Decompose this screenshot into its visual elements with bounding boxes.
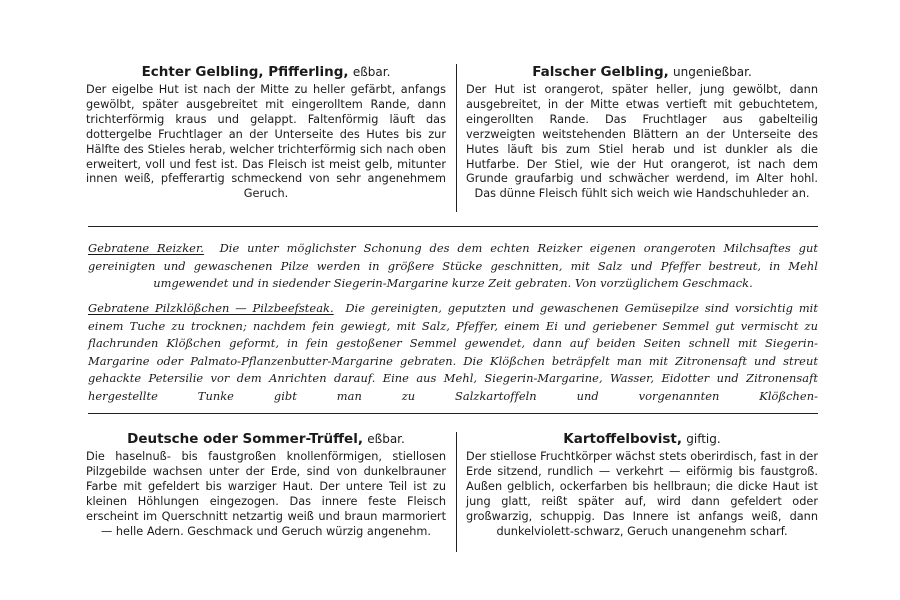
section-heading <box>466 63 818 81</box>
heading-title: Falscher Gelbling, <box>532 64 669 80</box>
section-kartoffelbovist <box>466 430 818 539</box>
heading-edibility: ungenießbar. <box>673 65 752 79</box>
heading-title: Echter Gelbling, Pfifferling, <box>141 64 349 80</box>
recipe-text: Die unter möglichster Schonung des dem echten Reizker eigenen orangeroten Milchsaftes gut gereinigten und gewaschenen Pilze werden in größere Stücke geschnitten, mit Salz und Pfeffer bestreut, in Mehl umgewendet und in siedender Siegerin-Margarine kurze Zeit gebraten. Von vorzüglichem Geschmack. <box>88 241 819 290</box>
recipe-text: Die gereinigten, geputzten und gewaschenen Gemüsepilze sind vorsichtig mit einem Tuche zu trocknen; nachdem fein gewiegt, mit Salz, Pfeffer, einem Ei und geriebener Semmel gut vermischt zu flachrunden Klößchen geformt, in fein gestoßener Semmel gewendet, dann auf beiden Seiten schnell mit Siegerin-Margarine oder Palmato-Pflanzenbutter-Margarine gebraten. Die Klößchen beträpfelt man mit Zitronensaft und streut gehackte Petersilie vor dem Anrichten darauf. Eine aus Mehl, Siegerin-Margarine, Wasser, Eidotter und Zitronensaft hergestellte Tunke gibt man zu Salzkartoffeln und vorgenannten Klößchen- <box>88 301 818 403</box>
horizontal-rule-bottom <box>88 413 818 414</box>
section-description: Die haselnuß- bis faustgroßen knollenförmigen, stiellosen Pilzgebilde wachsen unter der Erde, sind von dunkelbrauner Farbe mit gefeldert bis warziger Haut. Der untere Teil ist zu kleinen Höhlungen eingezogen. Das innere feste Fleisch erscheint im Querschnitt netzartig weiß und braun marmoriert — helle Adern. Geschmack und Geruch würzig angenehm. <box>86 450 446 538</box>
heading-edibility: eßbar. <box>352 65 391 79</box>
section-sommer-trueffel <box>86 430 446 539</box>
recipe-title: Gebratene Reizker. <box>88 241 204 255</box>
heading-edibility: eßbar. <box>367 432 405 446</box>
column-divider-top <box>456 64 457 212</box>
section-description: Der Hut ist orangerot, später heller, jung gewölbt, dann ausgebreitet, in der Mitte etwas vertieft mit gebuchtetem, eingerollten Rande. Das Fruchtlager aus gabelteilig verzweigten weitstehenden Blättern an der Unterseite des Hutes läuft bis zum Stiel herab und ist dunkler als die Hutfarbe. Der Stiel, wie der Hut orangerot, ist nach dem Grunde graufarbig und schwächer werdend, im Alter hohl. Das dünne Fleisch fühlt sich weich wie Handschuhleder an. <box>466 83 818 201</box>
column-divider-bottom <box>456 432 457 552</box>
heading-title: Deutsche oder Sommer-Trüffel, <box>127 431 363 447</box>
recipe-gebratene-reizker <box>88 240 818 293</box>
section-heading <box>466 430 818 448</box>
section-description: Der eigelbe Hut ist nach der Mitte zu heller gefärbt, anfangs gewölbt, später ausgebreitet mit eingerolltem Rande, dann trichterförmig kraus und gelappt. Faltenförmig läuft das dottergelbe Fruchtlager an der Unterseite des Hutes bis zur Hälfte des Stieles herab, welcher trichterförmig sich nach oben erweitert, voll und fest ist. Das Fleisch ist meist gelb, mitunter innen weiß, pfefferartig schmeckend von sehr angenehmem Geruch. <box>86 83 446 201</box>
recipe-title: Gebratene Pilzklößchen — Pilzbeefsteak. <box>88 301 334 315</box>
section-heading <box>86 430 446 448</box>
heading-title: Kartoffelbovist, <box>563 431 682 447</box>
horizontal-rule-top <box>88 226 818 227</box>
recipe-pilzklosschen <box>88 300 818 405</box>
section-falscher-gelbling <box>466 63 818 202</box>
section-description: Der stiellose Fruchtkörper wächst stets oberirdisch, fast in der Erde sitzend, rundlich — verkehrt — eiförmig bis faustgroß. Außen gelblich, ockerfarben bis hellbraun; die dicke Haut ist jung glatt, reißt später auf, wird dann gefeldert oder großwarzig, schuppig. Das Innere ist anfangs weiß, dann dunkelviolett-schwarz, Geruch unangenehm scharf. <box>466 450 818 538</box>
heading-edibility: giftig. <box>686 432 721 446</box>
section-heading <box>86 63 446 81</box>
section-echter-gelbling <box>86 63 446 202</box>
